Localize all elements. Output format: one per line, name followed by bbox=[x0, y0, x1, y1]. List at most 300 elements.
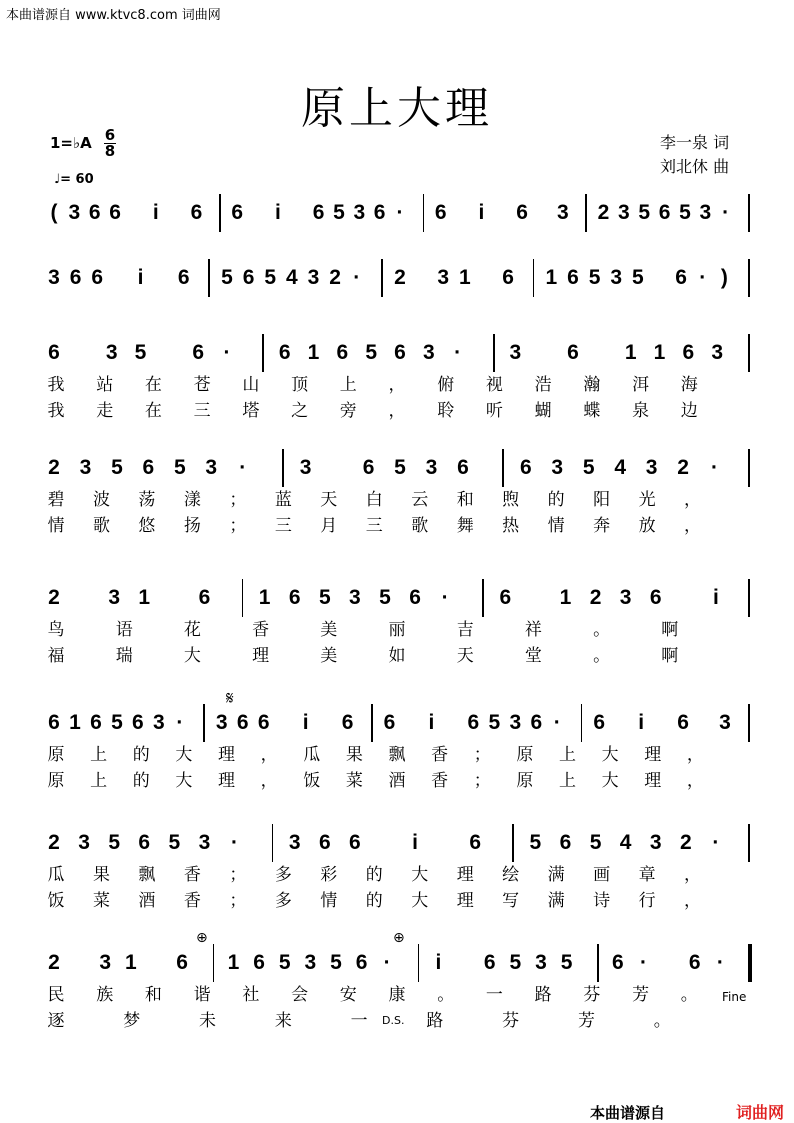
note: 6 bbox=[48, 341, 60, 364]
barline bbox=[418, 944, 420, 982]
note: 5 bbox=[394, 456, 406, 479]
song-title: 原上大理 bbox=[301, 83, 493, 134]
note: 6 bbox=[132, 711, 144, 734]
note: 6 bbox=[91, 266, 104, 289]
note: i bbox=[137, 266, 144, 289]
lyric-char: ； bbox=[473, 771, 491, 791]
lyric-char: 阳 bbox=[593, 490, 611, 510]
note: 3 bbox=[619, 586, 632, 609]
note: 5 bbox=[111, 456, 123, 479]
lyric-char: 白 bbox=[365, 490, 383, 510]
note: 6 bbox=[198, 586, 211, 609]
lyric-char: 香 bbox=[252, 620, 270, 640]
lyric-char: 歌 bbox=[411, 516, 429, 536]
lyric-char: 语 bbox=[115, 620, 133, 640]
lyric-char: 彩 bbox=[320, 865, 338, 885]
lyric-char: 。 bbox=[593, 646, 611, 666]
note: 2 bbox=[48, 831, 60, 854]
notes-row bbox=[0, 830, 794, 860]
note: 3 bbox=[556, 201, 569, 224]
lyric-char: 和 bbox=[456, 490, 474, 510]
note: 6 bbox=[434, 201, 447, 224]
note: · bbox=[639, 951, 647, 974]
notes-row bbox=[0, 455, 794, 485]
note: 5 bbox=[173, 456, 186, 479]
lyric-char: 果 bbox=[92, 865, 110, 885]
lyric-char: 站 bbox=[96, 375, 114, 395]
lyric-char: ， bbox=[684, 516, 702, 536]
lyric-char: ， bbox=[686, 745, 704, 765]
lyric-char: 情 bbox=[47, 516, 65, 536]
note: · bbox=[396, 201, 404, 224]
note: 3 bbox=[509, 341, 522, 364]
note: 6 bbox=[467, 711, 480, 734]
lyric-char: 绘 bbox=[502, 865, 520, 885]
lyric-char: 行 bbox=[638, 891, 656, 911]
lyric-char: 路 bbox=[426, 1011, 444, 1031]
coda-mark-2: ⊕ bbox=[393, 930, 405, 946]
lyric-char: 旁 bbox=[339, 401, 357, 421]
lyric-char: ， bbox=[686, 771, 704, 791]
barline bbox=[213, 944, 215, 982]
coda-mark-1: ⊕ bbox=[196, 930, 208, 946]
note: · bbox=[176, 711, 184, 734]
lyric-char: ， bbox=[388, 375, 406, 395]
lyric-char: ； bbox=[229, 865, 247, 885]
note: 3 bbox=[215, 711, 228, 734]
lyric-char: 山 bbox=[242, 375, 260, 395]
lyric-char: 原 bbox=[516, 771, 534, 791]
lyric-char: 在 bbox=[144, 401, 162, 421]
lyric-char: 大 bbox=[411, 865, 429, 885]
note: 3 bbox=[610, 266, 623, 289]
lyric-char: 族 bbox=[96, 985, 114, 1005]
lyric-char: 原 bbox=[516, 745, 534, 765]
lyric-char: 听 bbox=[485, 401, 503, 421]
note: 2 bbox=[679, 831, 692, 854]
lyric-char: 边 bbox=[680, 401, 698, 421]
note: 6 bbox=[336, 341, 349, 364]
note: 6 bbox=[658, 201, 671, 224]
note: 5 bbox=[278, 951, 291, 974]
note: 4 bbox=[614, 456, 627, 479]
lyric-char: 理 bbox=[252, 646, 270, 666]
note: 6 bbox=[355, 951, 368, 974]
lyric-char: 理 bbox=[644, 745, 662, 765]
note: 6 bbox=[519, 456, 532, 479]
lyric-char: 的 bbox=[132, 745, 150, 765]
note: · bbox=[553, 711, 561, 734]
note: 6 bbox=[278, 341, 291, 364]
note: i bbox=[435, 951, 442, 974]
note: i bbox=[302, 711, 309, 734]
note: 2 bbox=[48, 951, 60, 974]
lyric-char: 。 bbox=[680, 985, 698, 1005]
note: 3 bbox=[108, 586, 121, 609]
time-signature bbox=[104, 128, 116, 159]
lyric-char: 我 bbox=[47, 375, 65, 395]
lyric-char: 路 bbox=[534, 985, 552, 1005]
note: i bbox=[274, 201, 281, 224]
lyric-char: 菜 bbox=[345, 771, 363, 791]
notes-row bbox=[0, 340, 794, 370]
lyric-char: 芳 bbox=[632, 985, 650, 1005]
note: i bbox=[478, 201, 485, 224]
lyric-char: 香 bbox=[183, 865, 201, 885]
barline bbox=[502, 449, 504, 487]
lyric-char: 果 bbox=[345, 745, 363, 765]
source-header: 本曲谱源自 www.ktvc8.com 词曲网 bbox=[6, 8, 221, 23]
note: 6 bbox=[559, 831, 572, 854]
lyric-char: 大 bbox=[411, 891, 429, 911]
lyric-char: 情 bbox=[547, 516, 565, 536]
lyric-char: 画 bbox=[593, 865, 611, 885]
lyric-char: 和 bbox=[144, 985, 162, 1005]
lyric-char: 放 bbox=[638, 516, 656, 536]
note: 5 bbox=[588, 266, 601, 289]
lyric-char: 堂 bbox=[524, 646, 542, 666]
lyric-char: 香 bbox=[183, 891, 201, 911]
note: 6 bbox=[142, 456, 155, 479]
lyric-char: 月 bbox=[320, 516, 338, 536]
lyric-char: 蓝 bbox=[274, 490, 292, 510]
note: 2 bbox=[589, 586, 602, 609]
note: 6 bbox=[567, 341, 579, 364]
note: 6 bbox=[362, 456, 375, 479]
note: 6 bbox=[516, 201, 528, 224]
note: 6 bbox=[177, 266, 190, 289]
note: 1 bbox=[559, 586, 572, 609]
lyric-char: 多 bbox=[274, 891, 292, 911]
barline bbox=[371, 704, 373, 742]
lyric-char: 诗 bbox=[593, 891, 611, 911]
note: 3 bbox=[509, 711, 522, 734]
lyric-char: 梦 bbox=[123, 1011, 141, 1031]
note: 5 bbox=[111, 711, 123, 734]
barline bbox=[262, 334, 264, 372]
note: 4 bbox=[286, 266, 298, 289]
notes-row bbox=[0, 950, 794, 980]
lyric-char: 瓜 bbox=[47, 865, 65, 885]
note: 6 bbox=[253, 951, 265, 974]
time-bottom: 8 bbox=[104, 142, 116, 160]
lyric-char: 三 bbox=[365, 516, 383, 536]
note: 1 bbox=[307, 341, 320, 364]
barline bbox=[493, 334, 495, 372]
barline-end bbox=[748, 334, 750, 372]
note: 3 bbox=[288, 831, 301, 854]
lyric-char: 满 bbox=[547, 865, 565, 885]
barline bbox=[597, 944, 599, 982]
note: 6 bbox=[192, 341, 204, 364]
note: 3 bbox=[535, 951, 547, 974]
note: 3 bbox=[153, 711, 165, 734]
note: 5 bbox=[379, 586, 391, 609]
note: 3 bbox=[68, 201, 81, 224]
note: · bbox=[712, 831, 720, 854]
note: 5 bbox=[679, 201, 691, 224]
note: 2 bbox=[597, 201, 610, 224]
lyric-char: 菜 bbox=[92, 891, 110, 911]
lyric-char: 舞 bbox=[456, 516, 474, 536]
note: 3 bbox=[48, 266, 60, 289]
note: 1 bbox=[227, 951, 240, 974]
lyric-char: ， bbox=[260, 745, 278, 765]
lyric-char: 我 bbox=[47, 401, 65, 421]
lyric-char: 天 bbox=[456, 646, 474, 666]
lyric-char: 泉 bbox=[632, 401, 650, 421]
note: i bbox=[412, 831, 418, 854]
note: 3 bbox=[299, 456, 312, 479]
note: 3 bbox=[618, 201, 630, 224]
note: 3 bbox=[78, 831, 90, 854]
note: 5 bbox=[108, 831, 121, 854]
lyric-char: 瑞 bbox=[115, 646, 133, 666]
lyric-char: 理 bbox=[456, 891, 474, 911]
note: 5 bbox=[632, 266, 644, 289]
note: · bbox=[223, 341, 231, 364]
note: 6 bbox=[236, 711, 249, 734]
note: 6 bbox=[257, 711, 270, 734]
barline-end bbox=[748, 704, 750, 742]
lyric-char: 在 bbox=[144, 375, 162, 395]
lyric-char: 酒 bbox=[138, 891, 156, 911]
lyric-char: 如 bbox=[388, 646, 406, 666]
lyric-char: 福 bbox=[47, 646, 65, 666]
note: 3 bbox=[79, 456, 92, 479]
lyric-char: 碧 bbox=[47, 490, 65, 510]
lyric-char: 飘 bbox=[138, 865, 156, 885]
lyric-char: 芬 bbox=[502, 1011, 520, 1031]
lyric-char: 上 bbox=[90, 745, 108, 765]
note: 1 bbox=[545, 266, 558, 289]
lyric-char: ， bbox=[684, 865, 702, 885]
note: 6 bbox=[649, 586, 662, 609]
lyric-char: 民 bbox=[47, 985, 65, 1005]
lyric-char: 三 bbox=[193, 401, 211, 421]
note: 1 bbox=[125, 951, 137, 974]
lyric-char: 苍 bbox=[193, 375, 211, 395]
time-top: 6 bbox=[104, 126, 116, 144]
barline-end bbox=[748, 449, 750, 487]
note: 6 bbox=[349, 831, 361, 854]
lyric-char: 顶 bbox=[291, 375, 309, 395]
credits bbox=[660, 131, 729, 179]
note: 6 bbox=[675, 266, 687, 289]
note: 6 bbox=[318, 831, 331, 854]
lyric-char: 之 bbox=[291, 401, 309, 421]
note: · bbox=[699, 266, 707, 289]
lyric-char: 的 bbox=[132, 771, 150, 791]
note: 1 bbox=[258, 586, 271, 609]
note: i bbox=[638, 711, 645, 734]
note: 6 bbox=[69, 266, 82, 289]
tempo-marking: ♩= 60 bbox=[54, 172, 94, 187]
note: 6 bbox=[409, 586, 421, 609]
lyric-char: 的 bbox=[547, 490, 565, 510]
lyric-char: 云 bbox=[411, 490, 429, 510]
lyric-char: 大 bbox=[175, 771, 193, 791]
lyric-char: 上 bbox=[339, 375, 357, 395]
barline bbox=[482, 579, 484, 617]
lyric-char: 章 bbox=[638, 865, 656, 885]
lyric-char: 大 bbox=[175, 745, 193, 765]
lyric-char: ， bbox=[684, 891, 702, 911]
lyric-char: ， bbox=[260, 771, 278, 791]
lyric-char: 未 bbox=[199, 1011, 217, 1031]
note: 2 bbox=[394, 266, 406, 289]
barline bbox=[272, 824, 274, 862]
note: 6 bbox=[677, 711, 689, 734]
lyric-char: 视 bbox=[485, 375, 503, 395]
note: 5 bbox=[638, 201, 651, 224]
ds-mark: D.S. bbox=[382, 1014, 405, 1027]
lyric-char: 美 bbox=[320, 620, 338, 640]
barline-end bbox=[748, 944, 752, 982]
note: · bbox=[454, 341, 462, 364]
note: 1 bbox=[69, 711, 81, 734]
note: 6 bbox=[190, 201, 203, 224]
barline bbox=[533, 259, 535, 297]
footer-source: 本曲谱源自 bbox=[590, 1104, 666, 1122]
note: 2 bbox=[48, 456, 60, 479]
lyric-char: 光 bbox=[638, 490, 656, 510]
lyric-char: 。 bbox=[653, 1011, 671, 1031]
lyric-char: 美 bbox=[320, 646, 338, 666]
lyric-char: ， bbox=[684, 490, 702, 510]
lyric-char: 浩 bbox=[534, 375, 552, 395]
note: 6 bbox=[341, 711, 354, 734]
note: 6 bbox=[138, 831, 151, 854]
barline-end bbox=[748, 824, 750, 862]
lyric-char: 三 bbox=[274, 516, 292, 536]
notes-row bbox=[0, 200, 794, 230]
note: 6 bbox=[682, 341, 695, 364]
note: 3 bbox=[353, 201, 366, 224]
lyric-char: 理 bbox=[218, 745, 235, 765]
lyric-char: 情 bbox=[320, 891, 338, 911]
note: 6 bbox=[483, 951, 496, 974]
note: 3 bbox=[425, 456, 438, 479]
note: 4 bbox=[619, 831, 632, 854]
lyric-char: 天 bbox=[320, 490, 338, 510]
lyric-char: ； bbox=[229, 516, 247, 536]
note: 6 bbox=[88, 201, 101, 224]
lyric-char: ， bbox=[388, 401, 406, 421]
lyric-char: 。 bbox=[437, 985, 455, 1005]
lyric-char: 走 bbox=[96, 401, 114, 421]
note: 3 bbox=[307, 266, 320, 289]
barline-end bbox=[748, 194, 750, 232]
note: 3 bbox=[304, 951, 317, 974]
note: 5 bbox=[221, 266, 233, 289]
notes-row bbox=[0, 265, 794, 295]
lyric-char: 煦 bbox=[502, 490, 520, 510]
barline-end bbox=[748, 259, 750, 297]
note: 5 bbox=[333, 201, 345, 224]
lyric-char: 一 bbox=[485, 985, 503, 1005]
lyric-char: 会 bbox=[291, 985, 309, 1005]
lyric-char: 上 bbox=[559, 745, 576, 765]
lyric-char: 满 bbox=[547, 891, 565, 911]
lyric-char: 大 bbox=[601, 771, 619, 791]
lyric-char: 啊 bbox=[661, 646, 679, 666]
note: · bbox=[722, 201, 730, 224]
lyric-char: ； bbox=[229, 891, 247, 911]
note: 5 bbox=[529, 831, 542, 854]
lyric-char: 原 bbox=[47, 745, 65, 765]
lyric-char: 俯 bbox=[437, 375, 455, 395]
note: · bbox=[239, 456, 247, 479]
lyric-char: 飘 bbox=[388, 745, 406, 765]
note: 3 bbox=[649, 831, 662, 854]
lyric-char: 蝶 bbox=[583, 401, 601, 421]
lyric-char: 康 bbox=[388, 985, 406, 1005]
note: 3 bbox=[105, 341, 118, 364]
lyric-char: 大 bbox=[183, 646, 201, 666]
note: i bbox=[428, 711, 435, 734]
note: 5 bbox=[168, 831, 181, 854]
note: 5 bbox=[560, 951, 573, 974]
lyric-char: 洱 bbox=[632, 375, 650, 395]
lyric-char: 吉 bbox=[456, 620, 474, 640]
note: 3 bbox=[349, 586, 361, 609]
note: 6 bbox=[312, 201, 325, 224]
note: 6 bbox=[502, 266, 514, 289]
note: i bbox=[712, 586, 719, 609]
note: 6 bbox=[90, 711, 102, 734]
segno-mark: 𝄋 bbox=[226, 688, 234, 709]
lyric-char: 饭 bbox=[47, 891, 65, 911]
lyric-char: 啊 bbox=[661, 620, 679, 640]
note: 3 bbox=[645, 456, 658, 479]
note: 6 bbox=[530, 711, 543, 734]
lyric-char: ； bbox=[473, 745, 491, 765]
note: · bbox=[353, 266, 361, 289]
lyric-char: 聆 bbox=[437, 401, 455, 421]
note: 1 bbox=[653, 341, 666, 364]
note: 5 bbox=[365, 341, 377, 364]
note: 6 bbox=[288, 586, 301, 609]
note: 3 bbox=[699, 201, 712, 224]
barline bbox=[581, 704, 583, 742]
lyric-char: 酒 bbox=[388, 771, 406, 791]
note: · bbox=[383, 951, 391, 974]
lyric-char: 饭 bbox=[303, 771, 321, 791]
barline bbox=[242, 579, 244, 617]
lyric-char: 理 bbox=[644, 771, 662, 791]
lyric-char: 热 bbox=[502, 516, 520, 536]
note: 5 bbox=[488, 711, 501, 734]
lyric-char: 上 bbox=[90, 771, 108, 791]
lyric-char: 上 bbox=[559, 771, 576, 791]
barline bbox=[208, 259, 210, 297]
note: 5 bbox=[134, 341, 147, 364]
lyric-char: 香 bbox=[431, 745, 449, 765]
note: 6 bbox=[469, 831, 482, 854]
lyric-char: 瓜 bbox=[303, 745, 321, 765]
note: 6 bbox=[499, 586, 512, 609]
note: 6 bbox=[383, 711, 396, 734]
note: 6 bbox=[109, 201, 121, 224]
lyric-char: 芬 bbox=[583, 985, 601, 1005]
note: 5 bbox=[589, 831, 602, 854]
lyric-char: 扬 bbox=[183, 516, 201, 536]
lyric-char: 。 bbox=[593, 620, 611, 640]
lyric-char: 的 bbox=[365, 865, 383, 885]
note: 3 bbox=[711, 341, 723, 364]
note: 6 bbox=[457, 456, 469, 479]
